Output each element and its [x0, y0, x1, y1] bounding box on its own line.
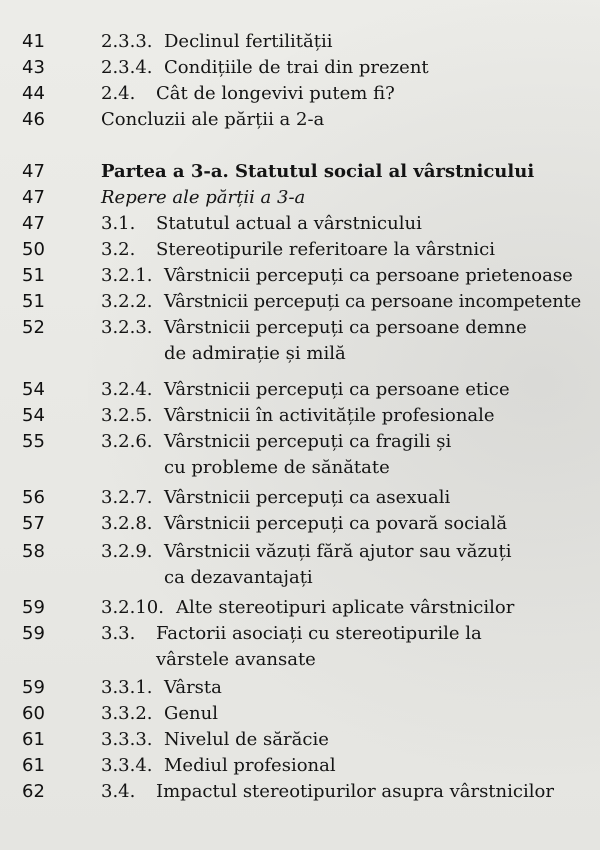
- section-title: Vârstnicii văzuți fără ajutor sau văzuți: [164, 541, 512, 562]
- toc-entry: [0, 430, 600, 456]
- toc-entry: [0, 290, 600, 316]
- section-title-continuation: vârstele avansate: [156, 649, 316, 670]
- section-title: Condițiile de trai din prezent: [164, 57, 429, 78]
- toc-entry: [0, 596, 600, 622]
- page-number: 47: [22, 161, 45, 182]
- page-number: 46: [22, 109, 45, 130]
- page-number: 54: [22, 405, 45, 426]
- section-number: 3.2.8.: [101, 513, 153, 534]
- section-title-continuation: ca dezavantajați: [164, 567, 313, 588]
- page-number: 59: [22, 677, 45, 698]
- page-number: 57: [22, 513, 45, 534]
- section-number: 3.3.1.: [101, 677, 153, 698]
- section-title-continuation: cu probleme de sănătate: [164, 457, 390, 478]
- section-title: Vârsta: [164, 677, 222, 698]
- section-number: 3.2.6.: [101, 431, 153, 452]
- toc-entry: [0, 212, 600, 238]
- section-number: 3.2.10.: [101, 597, 164, 618]
- page-number: 59: [22, 597, 45, 618]
- page-number: 56: [22, 487, 45, 508]
- section-number: 3.2.1.: [101, 265, 153, 286]
- page-number: 47: [22, 187, 45, 208]
- section-title: Vârstnicii percepuți ca persoane incompetente: [164, 291, 582, 312]
- page-number: 52: [22, 317, 45, 338]
- page-number: 51: [22, 291, 45, 312]
- page-number: 54: [22, 379, 45, 400]
- section-number: 3.2.9.: [101, 541, 153, 562]
- section-title: Vârstnicii percepuți ca persoane prietenoase: [164, 265, 573, 286]
- page-number: 50: [22, 239, 45, 260]
- section-title: Nivelul de sărăcie: [164, 729, 329, 750]
- section-title: Repere ale părții a 3-a: [101, 187, 306, 208]
- section-title: Vârstnicii percepuți ca persoane etice: [164, 379, 510, 400]
- section-title: Concluzii ale părții a 2-a: [101, 109, 325, 130]
- toc-entry: [0, 316, 600, 342]
- toc-entry: [0, 56, 600, 82]
- section-number: 3.3.3.: [101, 729, 153, 750]
- page-number: 58: [22, 541, 45, 562]
- toc-entry: [0, 540, 600, 566]
- toc-entry: [0, 238, 600, 264]
- toc-entry: [0, 676, 600, 702]
- toc-entry: [0, 622, 600, 648]
- section-title: Alte stereotipuri aplicate vârstnicilor: [176, 597, 515, 618]
- section-number: 3.4.: [101, 781, 136, 802]
- toc-entry: [0, 780, 600, 806]
- section-number: 3.2.5.: [101, 405, 153, 426]
- section-number: 3.1.: [101, 213, 136, 234]
- section-number: 2.3.4.: [101, 57, 153, 78]
- section-title: Vârstnicii percepuți ca povară socială: [164, 513, 508, 534]
- section-title: Cât de longevivi putem fi?: [156, 83, 395, 104]
- toc-entry: [0, 512, 600, 538]
- toc-entry: [0, 486, 600, 512]
- page-number: 59: [22, 623, 45, 644]
- page-number: 47: [22, 213, 45, 234]
- section-number: 3.2.4.: [101, 379, 153, 400]
- toc-entry: [0, 108, 600, 134]
- section-number: 3.3.2.: [101, 703, 153, 724]
- toc-entry: [0, 264, 600, 290]
- page-number: 61: [22, 729, 45, 750]
- toc-entry: [0, 728, 600, 754]
- section-number: 3.2.2.: [101, 291, 153, 312]
- section-title: Statutul actual a vârstnicului: [156, 213, 422, 234]
- page-number: 60: [22, 703, 45, 724]
- toc-entry: [0, 30, 600, 56]
- page-number: 61: [22, 755, 45, 776]
- section-title: Vârstnicii percepuți ca asexuali: [164, 487, 451, 508]
- section-title: Genul: [164, 703, 218, 724]
- section-number: 2.4.: [101, 83, 136, 104]
- page-number: 62: [22, 781, 45, 802]
- section-number: 3.2.: [101, 239, 136, 260]
- toc-entry-part-heading: [0, 160, 600, 186]
- part-title: Partea a 3-a. Statutul social al vârstnicului: [101, 161, 535, 182]
- page-number: 55: [22, 431, 45, 452]
- section-number: 3.3.: [101, 623, 136, 644]
- section-title: Vârstnicii percepuți ca persoane demne: [164, 317, 527, 338]
- toc-entry: [0, 82, 600, 108]
- page-number: 41: [22, 31, 45, 52]
- section-title: Declinul fertilității: [164, 31, 333, 52]
- section-title: Impactul stereotipurilor asupra vârstnicilor: [156, 781, 554, 802]
- section-number: 3.3.4.: [101, 755, 153, 776]
- page-number: 44: [22, 83, 45, 104]
- toc-entry: [0, 754, 600, 780]
- section-title: Mediul profesional: [164, 755, 336, 776]
- section-title: Factorii asociați cu stereotipurile la: [156, 623, 482, 644]
- section-title-continuation: de admirație și milă: [164, 343, 346, 364]
- section-number: 2.3.3.: [101, 31, 153, 52]
- section-number: 3.2.3.: [101, 317, 153, 338]
- section-number: 3.2.7.: [101, 487, 153, 508]
- toc-entry: [0, 404, 600, 430]
- section-title: Vârstnicii în activitățile profesionale: [164, 405, 495, 426]
- toc-entry: [0, 702, 600, 728]
- toc-entry: [0, 378, 600, 404]
- section-title: Vârstnicii percepuți ca fragili și: [164, 431, 452, 452]
- page-number: 43: [22, 57, 45, 78]
- toc-entry: [0, 186, 600, 212]
- section-title: Stereotipurile referitoare la vârstnici: [156, 239, 495, 260]
- page-number: 51: [22, 265, 45, 286]
